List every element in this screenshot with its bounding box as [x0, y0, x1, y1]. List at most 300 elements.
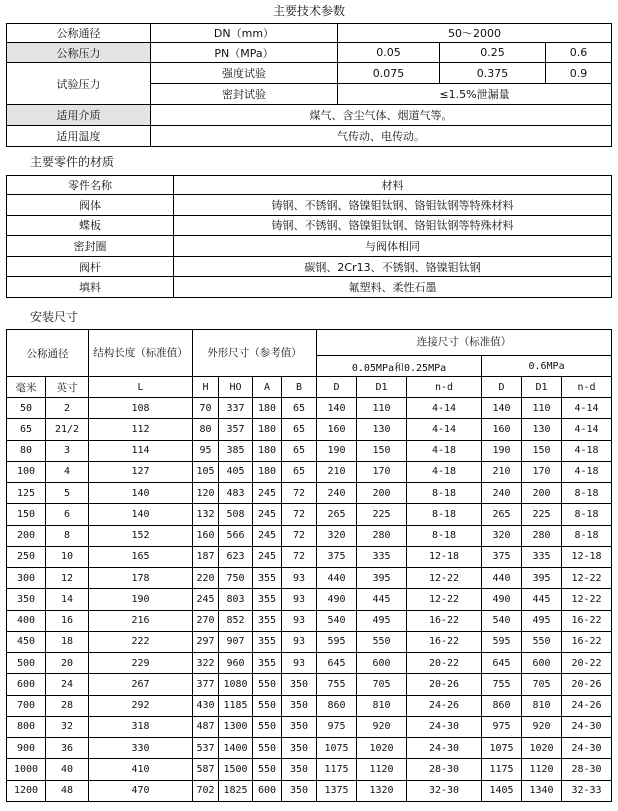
- table-cell: 550: [253, 738, 282, 759]
- table-cell: 645: [482, 653, 522, 674]
- table-cell: 920: [522, 716, 562, 737]
- part-name: 填料: [7, 277, 174, 298]
- materials-row: [7, 277, 612, 298]
- table-cell: 16-22: [407, 610, 482, 631]
- param-label: 适用介质: [7, 105, 151, 126]
- table-cell: 93: [282, 653, 317, 674]
- table-cell: 16-22: [407, 631, 482, 652]
- table-cell: 355: [253, 653, 282, 674]
- table-cell: 750: [219, 568, 253, 589]
- table-cell: 140: [482, 398, 522, 419]
- table-cell: 93: [282, 589, 317, 610]
- table-row: [7, 504, 612, 525]
- table-cell: 445: [357, 589, 407, 610]
- table-cell: 483: [219, 483, 253, 504]
- table-cell: 100: [7, 461, 46, 482]
- table-cell: 755: [482, 674, 522, 695]
- table-cell: 93: [282, 610, 317, 631]
- table-cell: 595: [482, 631, 522, 652]
- table-cell: 16: [46, 610, 89, 631]
- table-cell: 187: [193, 546, 219, 567]
- table-row: [7, 759, 612, 780]
- table-cell: 335: [522, 546, 562, 567]
- table-cell: 8-18: [562, 483, 612, 504]
- table-cell: 500: [7, 653, 46, 674]
- table-cell: 245: [253, 504, 282, 525]
- table-cell: 225: [357, 504, 407, 525]
- table-cell: 600: [253, 780, 282, 801]
- table-cell: 240: [482, 483, 522, 504]
- table-cell: 4-14: [407, 419, 482, 440]
- table-cell: 48: [46, 780, 89, 801]
- table-cell: 32-30: [407, 780, 482, 801]
- table-cell: 487: [193, 716, 219, 737]
- table-row: [7, 610, 612, 631]
- table-cell: 28-30: [407, 759, 482, 780]
- table-cell: 65: [282, 461, 317, 482]
- table-cell: 3: [46, 440, 89, 461]
- table-cell: 300: [7, 568, 46, 589]
- table-cell: 165: [89, 546, 193, 567]
- table-cell: 385: [219, 440, 253, 461]
- table-row: [7, 716, 612, 737]
- table-cell: 108: [89, 398, 193, 419]
- table-cell: 355: [253, 610, 282, 631]
- table-cell: 24-30: [562, 716, 612, 737]
- table-row: [7, 695, 612, 716]
- table-cell: 495: [522, 610, 562, 631]
- table-cell: 440: [317, 568, 357, 589]
- table-cell: 180: [253, 461, 282, 482]
- subheader-cell: 毫米: [7, 377, 46, 398]
- table-cell: 16-22: [562, 631, 612, 652]
- param-value: 0.25: [440, 43, 546, 63]
- part-name: 阀杆: [7, 256, 174, 277]
- table-cell: 1075: [482, 738, 522, 759]
- table-cell: 975: [317, 716, 357, 737]
- table-cell: 24-30: [562, 738, 612, 759]
- table-cell: 65: [282, 419, 317, 440]
- table-cell: 12-22: [562, 589, 612, 610]
- table-cell: 350: [7, 589, 46, 610]
- table-cell: 550: [253, 674, 282, 695]
- table-cell: 200: [522, 483, 562, 504]
- table-cell: 5: [46, 483, 89, 504]
- table-cell: 200: [7, 525, 46, 546]
- table-cell: 8-18: [562, 525, 612, 546]
- materials-row: [7, 215, 612, 236]
- table-cell: 50: [7, 398, 46, 419]
- table-cell: 210: [317, 461, 357, 482]
- table-cell: 800: [7, 716, 46, 737]
- tech-params-table: [6, 23, 612, 147]
- table-cell: 540: [482, 610, 522, 631]
- table-cell: 4-14: [562, 419, 612, 440]
- table-cell: 72: [282, 504, 317, 525]
- table-cell: 200: [357, 483, 407, 504]
- table-cell: 21/2: [46, 419, 89, 440]
- table-cell: 297: [193, 631, 219, 652]
- table-cell: 20-26: [407, 674, 482, 695]
- install-section-title: 安装尺寸: [30, 310, 79, 324]
- table-cell: 1320: [357, 780, 407, 801]
- table-cell: 210: [482, 461, 522, 482]
- table-cell: 112: [89, 419, 193, 440]
- page-title: 主要技术参数: [272, 4, 345, 18]
- table-cell: 24-26: [562, 695, 612, 716]
- table-cell: 32: [46, 716, 89, 737]
- table-cell: 1825: [219, 780, 253, 801]
- table-cell: 267: [89, 674, 193, 695]
- table-cell: 190: [482, 440, 522, 461]
- part-name: 密封圈: [7, 236, 174, 257]
- table-cell: 72: [282, 546, 317, 567]
- table-cell: 40: [46, 759, 89, 780]
- table-cell: 318: [89, 716, 193, 737]
- table-cell: 24-26: [407, 695, 482, 716]
- table-cell: 36: [46, 738, 89, 759]
- table-row: [7, 738, 612, 759]
- table-cell: 4-18: [407, 440, 482, 461]
- param-name: DN（mm）: [151, 24, 338, 43]
- table-cell: 170: [357, 461, 407, 482]
- table-cell: 1340: [522, 780, 562, 801]
- table-cell: 12-18: [562, 546, 612, 567]
- part-material: 铸钢、不锈钢、铬镍钼钛钢、铬钼钛钢等特殊材料: [174, 215, 612, 236]
- table-cell: 8: [46, 525, 89, 546]
- param-label: 试验压力: [7, 63, 151, 105]
- subheader-cell: D1: [522, 377, 562, 398]
- table-cell: 93: [282, 631, 317, 652]
- table-cell: 440: [482, 568, 522, 589]
- table-cell: 70: [193, 398, 219, 419]
- table-cell: 337: [219, 398, 253, 419]
- table-cell: 405: [219, 461, 253, 482]
- table-cell: 160: [317, 419, 357, 440]
- table-cell: 24-30: [407, 716, 482, 737]
- table-cell: 80: [7, 440, 46, 461]
- table-cell: 110: [522, 398, 562, 419]
- table-cell: 490: [482, 589, 522, 610]
- table-cell: 2: [46, 398, 89, 419]
- table-cell: 1120: [357, 759, 407, 780]
- param-value: 0.6: [546, 43, 612, 63]
- table-cell: 245: [253, 525, 282, 546]
- table-cell: 12-18: [407, 546, 482, 567]
- table-cell: 32-33: [562, 780, 612, 801]
- subheader-cell: B: [282, 377, 317, 398]
- table-cell: 1020: [357, 738, 407, 759]
- table-cell: 292: [89, 695, 193, 716]
- table-cell: 900: [7, 738, 46, 759]
- table-cell: 190: [89, 589, 193, 610]
- table-cell: 280: [357, 525, 407, 546]
- table-cell: 960: [219, 653, 253, 674]
- part-name: 阀体: [7, 195, 174, 216]
- table-cell: 20-22: [407, 653, 482, 674]
- table-cell: 132: [193, 504, 219, 525]
- table-cell: 355: [253, 568, 282, 589]
- table-cell: 550: [253, 695, 282, 716]
- table-cell: 450: [7, 631, 46, 652]
- table-cell: 130: [357, 419, 407, 440]
- table-cell: 110: [357, 398, 407, 419]
- part-material: 碳钢、2Cr13、不锈钢、铬镍钼钛钢: [174, 256, 612, 277]
- table-cell: 600: [522, 653, 562, 674]
- table-row: [7, 461, 612, 482]
- table-cell: 860: [482, 695, 522, 716]
- table-cell: 587: [193, 759, 219, 780]
- table-cell: 550: [522, 631, 562, 652]
- subheader-cell: D: [317, 377, 357, 398]
- table-cell: 8-18: [407, 504, 482, 525]
- table-cell: 395: [522, 568, 562, 589]
- table-cell: 160: [193, 525, 219, 546]
- table-cell: 920: [357, 716, 407, 737]
- table-cell: 550: [357, 631, 407, 652]
- table-cell: 550: [253, 716, 282, 737]
- table-cell: 4-18: [562, 440, 612, 461]
- table-cell: 150: [7, 504, 46, 525]
- table-cell: 12-22: [407, 568, 482, 589]
- table-cell: 180: [253, 440, 282, 461]
- table-row: [7, 546, 612, 567]
- table-cell: 1080: [219, 674, 253, 695]
- table-row: [7, 780, 612, 801]
- table-cell: 470: [89, 780, 193, 801]
- table-cell: 1175: [482, 759, 522, 780]
- table-cell: 1300: [219, 716, 253, 737]
- table-cell: 65: [7, 419, 46, 440]
- materials-row: [7, 256, 612, 277]
- table-cell: 705: [522, 674, 562, 695]
- table-cell: 1375: [317, 780, 357, 801]
- table-cell: 240: [317, 483, 357, 504]
- table-cell: 350: [282, 716, 317, 737]
- table-cell: 152: [89, 525, 193, 546]
- table-cell: 4-18: [407, 461, 482, 482]
- table-cell: 1175: [317, 759, 357, 780]
- table-cell: 335: [357, 546, 407, 567]
- table-cell: 170: [522, 461, 562, 482]
- table-cell: 1120: [522, 759, 562, 780]
- table-cell: 702: [193, 780, 219, 801]
- table-cell: 350: [282, 695, 317, 716]
- table-cell: 6: [46, 504, 89, 525]
- table-cell: 245: [253, 483, 282, 504]
- table-cell: 245: [253, 546, 282, 567]
- table-cell: 140: [317, 398, 357, 419]
- table-cell: 430: [193, 695, 219, 716]
- table-cell: 537: [193, 738, 219, 759]
- table-cell: 400: [7, 610, 46, 631]
- part-material: 铸钢、不锈钢、铬镍钼钛钢、铬钼钛钢等特殊材料: [174, 195, 612, 216]
- table-row: [7, 440, 612, 461]
- table-cell: 4-18: [562, 461, 612, 482]
- table-cell: 1075: [317, 738, 357, 759]
- subheader-cell: 英寸: [46, 377, 89, 398]
- table-cell: 395: [357, 568, 407, 589]
- materials-row: [7, 195, 612, 216]
- table-cell: 322: [193, 653, 219, 674]
- table-cell: 1405: [482, 780, 522, 801]
- table-cell: 600: [7, 674, 46, 695]
- table-cell: 355: [253, 631, 282, 652]
- table-cell: 28: [46, 695, 89, 716]
- table-cell: 4: [46, 461, 89, 482]
- table-cell: 490: [317, 589, 357, 610]
- table-cell: 140: [89, 483, 193, 504]
- table-cell: 755: [317, 674, 357, 695]
- table-cell: 125: [7, 483, 46, 504]
- table-cell: 623: [219, 546, 253, 567]
- table-cell: 180: [253, 398, 282, 419]
- table-cell: 375: [482, 546, 522, 567]
- table-cell: 72: [282, 525, 317, 546]
- table-cell: 20-22: [562, 653, 612, 674]
- table-cell: 4-14: [562, 398, 612, 419]
- table-cell: 8-18: [407, 525, 482, 546]
- table-cell: 225: [522, 504, 562, 525]
- param-label: 公称压力: [7, 43, 151, 63]
- table-cell: 270: [193, 610, 219, 631]
- table-cell: 1185: [219, 695, 253, 716]
- table-cell: 220: [193, 568, 219, 589]
- table-cell: 355: [253, 589, 282, 610]
- table-cell: 95: [193, 440, 219, 461]
- subheader-cell: H: [193, 377, 219, 398]
- table-cell: 1020: [522, 738, 562, 759]
- table-cell: 330: [89, 738, 193, 759]
- table-cell: 1200: [7, 780, 46, 801]
- table-cell: 12-22: [562, 568, 612, 589]
- header-pressure-1: 0.05MPa和0.25MPa: [317, 356, 482, 377]
- table-cell: 178: [89, 568, 193, 589]
- materials-header: 零件名称: [7, 176, 174, 195]
- table-cell: 24: [46, 674, 89, 695]
- table-cell: 8-18: [407, 483, 482, 504]
- header-outer: 外形尺寸（参考值）: [193, 330, 317, 377]
- table-row: [7, 653, 612, 674]
- table-cell: 566: [219, 525, 253, 546]
- table-cell: 127: [89, 461, 193, 482]
- install-table: [6, 329, 612, 802]
- param-value: 0.05: [338, 43, 440, 63]
- param-name: 密封试验: [151, 84, 338, 105]
- table-cell: 1000: [7, 759, 46, 780]
- header-connection: 连接尺寸（标准值）: [317, 330, 612, 356]
- table-cell: 8-18: [562, 504, 612, 525]
- part-name: 蝶板: [7, 215, 174, 236]
- materials-row: [7, 236, 612, 257]
- table-cell: 65: [282, 440, 317, 461]
- param-value: 50～2000: [338, 24, 612, 43]
- table-cell: 350: [282, 780, 317, 801]
- table-cell: 20: [46, 653, 89, 674]
- table-cell: 265: [482, 504, 522, 525]
- table-cell: 700: [7, 695, 46, 716]
- table-row: [7, 589, 612, 610]
- table-cell: 645: [317, 653, 357, 674]
- table-cell: 120: [193, 483, 219, 504]
- table-cell: 72: [282, 483, 317, 504]
- table-cell: 24-30: [407, 738, 482, 759]
- table-row: [7, 525, 612, 546]
- table-row: [7, 483, 612, 504]
- table-cell: 1500: [219, 759, 253, 780]
- table-row: [7, 568, 612, 589]
- param-value: 0.075: [338, 63, 440, 84]
- header-dn: 公称通径: [7, 330, 89, 377]
- table-cell: 14: [46, 589, 89, 610]
- table-cell: 20-26: [562, 674, 612, 695]
- param-value: 煤气、含尘气体、烟道气等。: [151, 105, 612, 126]
- table-row: [7, 419, 612, 440]
- table-cell: 410: [89, 759, 193, 780]
- table-cell: 160: [482, 419, 522, 440]
- table-cell: 350: [282, 674, 317, 695]
- table-cell: 250: [7, 546, 46, 567]
- table-cell: 190: [317, 440, 357, 461]
- param-value: ≤1.5%泄漏量: [338, 84, 612, 105]
- table-cell: 803: [219, 589, 253, 610]
- table-cell: 320: [482, 525, 522, 546]
- table-cell: 907: [219, 631, 253, 652]
- table-cell: 280: [522, 525, 562, 546]
- header-length: 结构长度（标准值）: [89, 330, 193, 377]
- subheader-cell: HO: [219, 377, 253, 398]
- table-cell: 150: [522, 440, 562, 461]
- table-cell: 508: [219, 504, 253, 525]
- param-name: 强度试验: [151, 63, 338, 84]
- table-cell: 93: [282, 568, 317, 589]
- table-cell: 10: [46, 546, 89, 567]
- table-cell: 105: [193, 461, 219, 482]
- table-cell: 180: [253, 419, 282, 440]
- table-cell: 445: [522, 589, 562, 610]
- table-cell: 18: [46, 631, 89, 652]
- table-cell: 810: [357, 695, 407, 716]
- subheader-row: [7, 377, 612, 398]
- table-cell: 1400: [219, 738, 253, 759]
- part-material: 氟塑料、柔性石墨: [174, 277, 612, 298]
- table-cell: 350: [282, 759, 317, 780]
- table-row: [7, 398, 612, 419]
- table-cell: 16-22: [562, 610, 612, 631]
- table-cell: 114: [89, 440, 193, 461]
- table-cell: 705: [357, 674, 407, 695]
- table-cell: 852: [219, 610, 253, 631]
- header-pressure-2: 0.6MPa: [482, 356, 612, 377]
- part-material: 与阀体相同: [174, 236, 612, 257]
- materials-header: 材料: [174, 176, 612, 195]
- table-cell: 216: [89, 610, 193, 631]
- table-cell: 375: [317, 546, 357, 567]
- table-cell: 595: [317, 631, 357, 652]
- table-cell: 222: [89, 631, 193, 652]
- table-cell: 350: [282, 738, 317, 759]
- param-label: 公称通径: [7, 24, 151, 43]
- table-cell: 65: [282, 398, 317, 419]
- table-cell: 975: [482, 716, 522, 737]
- subheader-cell: A: [253, 377, 282, 398]
- table-cell: 12-22: [407, 589, 482, 610]
- param-value: 气传动、电传动。: [151, 126, 612, 147]
- table-cell: 80: [193, 419, 219, 440]
- param-name: PN（MPa）: [151, 43, 338, 63]
- param-value: 0.375: [440, 63, 546, 84]
- table-cell: 540: [317, 610, 357, 631]
